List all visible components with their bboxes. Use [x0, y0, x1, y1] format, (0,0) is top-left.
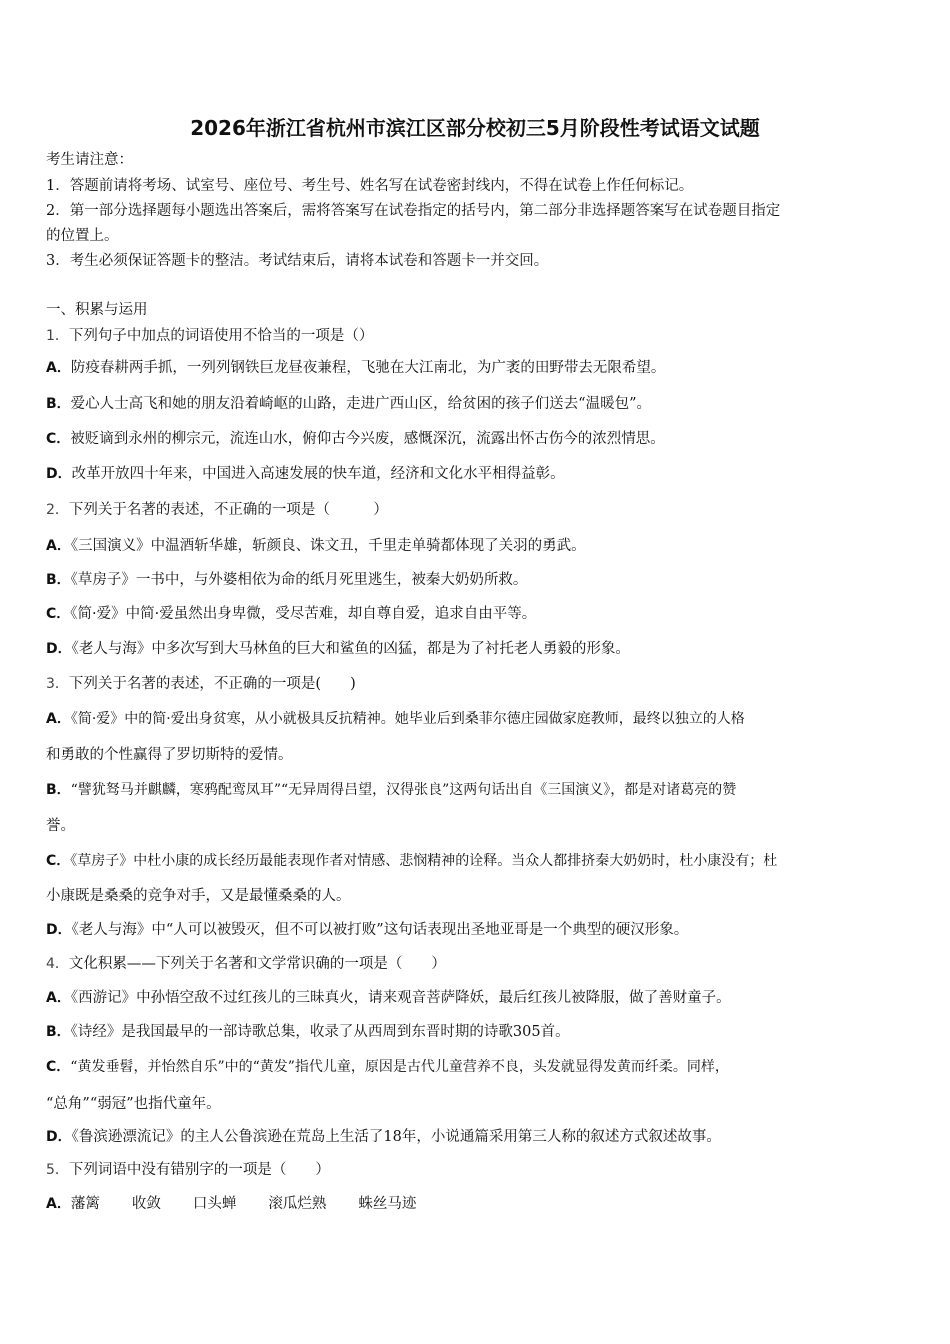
option-text: 《简·爱》中简·爱虽然出身卑微，受尽苦难，却自尊自爱，追求自由平等。 — [70, 606, 537, 622]
option-text: 《老人与海》中“人可以被毁灭，但不可以被打败”这句话表现出圣地亚哥是一个典型的硬汉形象。 — [71, 922, 689, 938]
notice-heading: 考生请注意： — [46, 152, 133, 168]
word: 蛛丝马迹 — [358, 1196, 417, 1212]
option-label: A． — [46, 711, 71, 727]
question-4-option-a — [46, 988, 731, 1008]
page-title: 2026年浙江省杭州市滨江区部分校初三5月阶段性考试语文试题 — [190, 116, 760, 140]
option-label: B． — [46, 782, 71, 798]
option-text: 《草房子》中杜小康的成长经历最能表现作者对情感、悲悯精神的诠释。当众人都排挤秦大奶奶时，杜小康没有；杜 — [70, 853, 778, 869]
question-1-option-d — [46, 464, 565, 484]
question-number: 4． — [46, 956, 69, 972]
question-2-option-a — [46, 536, 586, 556]
option-label: C． — [46, 1059, 71, 1075]
option-label: C． — [46, 606, 71, 622]
question-3-option-a-cont: 和勇敢的个性赢得了罗切斯特的爱情。 — [46, 747, 293, 763]
question-3-option-b — [46, 780, 736, 800]
question-number: 2． — [46, 502, 69, 518]
section-heading: 一、积累与运用 — [46, 302, 148, 318]
question-4-option-c-cont: “总角”“弱冠”也指代童年。 — [46, 1096, 221, 1112]
option-text: 《诗经》是我国最早的一部诗歌总集，收录了从西周到东晋时期的诗歌305首。 — [70, 1024, 570, 1040]
option-label: A． — [46, 538, 71, 554]
question-1-option-c — [46, 429, 665, 449]
option-text: 《鲁滨逊漂流记》的主人公鲁滨逊在荒岛上生活了18年，小说通篇采用第三人称的叙述方式叙述故事。 — [71, 1129, 721, 1145]
option-text: 《草房子》一书中，与外婆相依为命的纸月死里逃生，被秦大奶奶所救。 — [70, 572, 528, 588]
option-text: 改革开放四十年来，中国进入高速发展的快车道，经济和文化水平相得益彰。 — [71, 466, 565, 482]
question-5-option-a — [46, 1194, 416, 1214]
notice-item: 的位置上。 — [46, 228, 119, 244]
question-2-option-d — [46, 639, 630, 659]
option-text: 《西游记》中孙悟空敌不过红孩儿的三昧真火，请来观音菩萨降妖，最后红孩儿被降服，做了善财童子。 — [70, 990, 731, 1006]
option-label: B． — [46, 1024, 71, 1040]
notice-item: 2．第一部分选择题每小题选出答案后，需将答案写在试卷指定的括号内，第二部分非选择题答案写在试卷题目指定 — [46, 203, 781, 219]
word: 藩篱 — [70, 1196, 100, 1212]
question-text: 文化积累——下列关于名著和文学常识确的一项是（ ） — [68, 956, 446, 972]
option-label: D． — [46, 466, 72, 482]
option-label: D． — [46, 922, 72, 938]
option-label: C． — [46, 853, 71, 869]
question-3-option-c — [46, 851, 777, 871]
word: 口头蝉 — [192, 1196, 237, 1212]
question-3-option-c-cont: 小康既是桑桑的竞争对手，又是最懂桑桑的人。 — [46, 888, 351, 904]
question-1-option-a — [46, 358, 665, 378]
question-3-option-b-cont: 誉。 — [46, 818, 75, 834]
notice-item: 3．考生必须保证答题卡的整洁。考试结束后，请将本试卷和答题卡一并交回。 — [46, 253, 549, 269]
question-text: 下列关于名著的表述，不正确的一项是（ ） — [68, 502, 388, 518]
question-number: 1． — [46, 328, 69, 344]
option-label: D． — [46, 641, 72, 657]
question-text: 下列句子中加点的词语使用不恰当的一项是（） — [68, 328, 374, 344]
question-text: 下列关于名著的表述，不正确的一项是( ) — [68, 676, 356, 692]
question-4-option-b — [46, 1022, 570, 1042]
option-text: 防疫春耕两手抓，一列列钢铁巨龙昼夜兼程，飞驰在大江南北，为广袤的田野带去无限希望。 — [70, 360, 666, 376]
option-label: C． — [46, 431, 71, 447]
option-text: “黄发垂髫，并怡然自乐”中的“黄发”指代儿童，原因是古代儿童营养不良，头发就显得发黄而纤柔。同样， — [70, 1059, 729, 1075]
option-label: A． — [46, 1196, 71, 1212]
question-4-option-d — [46, 1127, 721, 1147]
question-4-stem — [46, 954, 446, 974]
notice-item: 1．答题前请将考场、试室号、座位号、考生号、姓名写在试卷密封线内，不得在试卷上作任何标记。 — [46, 178, 694, 194]
option-text: 爱心人士高飞和她的朋友沿着崎岖的山路，走进广西山区，给贫困的孩子们送去“温暖包”。 — [70, 396, 651, 412]
option-label: B． — [46, 396, 71, 412]
question-4-option-c — [46, 1057, 729, 1077]
option-text: “譬犹驽马并麒麟，寒鸦配鸾凤耳”“无异周得吕望，汉得张良”这两句话出自《三国演义》，都是对诸葛亮的赞 — [70, 782, 737, 798]
question-number: 3． — [46, 676, 69, 692]
question-text: 下列词语中没有错别字的一项是（ ） — [68, 1162, 330, 1178]
question-number: 5． — [46, 1162, 69, 1178]
option-label: A． — [46, 990, 71, 1006]
word: 滚瓜烂熟 — [268, 1196, 327, 1212]
option-label: A． — [46, 360, 71, 376]
option-text: 《简·爱》中的简·爱出身贫寒，从小就极具反抗精神。她毕业后到桑菲尔德庄园做家庭教师，最终以独立的人格 — [70, 711, 745, 727]
option-label: B． — [46, 572, 71, 588]
question-3-option-d — [46, 920, 688, 940]
question-3-stem — [46, 674, 356, 694]
question-2-stem — [46, 500, 388, 520]
question-2-option-c — [46, 604, 536, 624]
option-label: D． — [46, 1129, 72, 1145]
question-1-stem — [46, 326, 373, 346]
option-text: 《三国演义》中温酒斩华雄，斩颜良、诛文丑，千里走单骑都体现了关羽的勇武。 — [70, 538, 586, 554]
word: 收敛 — [131, 1196, 161, 1212]
option-text: 被贬谪到永州的柳宗元，流连山水，俯仰古今兴废，感慨深沉，流露出怀古伤今的浓烈情思。 — [70, 431, 665, 447]
question-5-stem — [46, 1160, 330, 1180]
question-1-option-b — [46, 394, 651, 414]
question-2-option-b — [46, 570, 527, 590]
question-3-option-a — [46, 709, 745, 729]
option-text: 《老人与海》中多次写到大马林鱼的巨大和鲨鱼的凶猛，都是为了衬托老人勇毅的形象。 — [71, 641, 630, 657]
